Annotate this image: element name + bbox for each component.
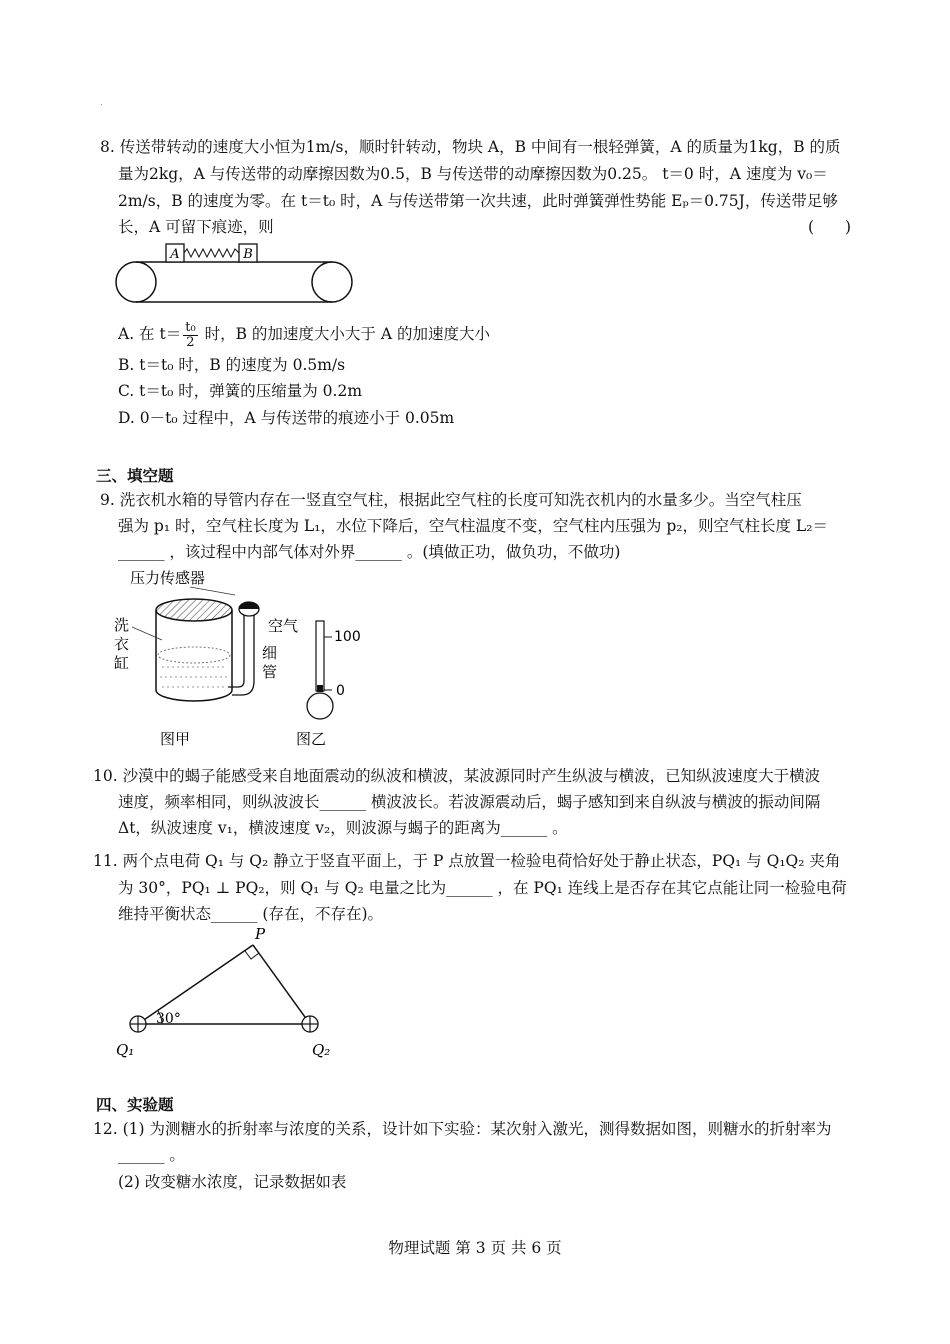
top-mark: .: [100, 98, 103, 108]
line-pq2: [253, 945, 310, 1024]
section-4-heading: 四、实验题: [96, 1095, 174, 1114]
q11-line-1: 11. 两个点电荷 Q₁ 与 Q₂ 静立于竖直平面上，于 P 点放置一检验电荷恰好处于静止状态，PQ₁ 与 Q₁Q₂ 夹角: [93, 852, 841, 870]
gauge-bulb: [307, 693, 333, 719]
q1-label: Q₁: [116, 1041, 135, 1059]
t0-over-2-fraction: [183, 321, 197, 350]
angle-30-label: 30°: [156, 1011, 181, 1027]
conveyor-belt-figure: [114, 240, 359, 308]
q11-line-2: 为 30°，PQ₁ ⊥ PQ₂，则 Q₁ 与 Q₂ 电量之比为______ ，在 PQ₁ 连线上是否存在其它点能让同一检验电荷: [118, 879, 847, 897]
block-a-label: A: [170, 247, 180, 262]
q12-line-2: ______ 。: [118, 1146, 185, 1164]
figure-a-caption: 图甲: [160, 730, 191, 748]
right-pulley: [312, 262, 352, 302]
q8-option-c: C. t＝t₀ 时，弹簧的压缩量为 0.2m: [118, 382, 363, 400]
tub-label-1: 洗: [114, 616, 130, 634]
right-angle-mark: [245, 951, 259, 959]
q9-line-1: 9. 洗衣机水箱的导管内存在一竖直空气柱，根据此空气柱的长度可知洗衣机内的水量多少。当空气柱压: [100, 491, 802, 509]
q11-line-3: 维持平衡状态______ (存在，不存在)。: [118, 905, 384, 923]
page-footer: 物理试题 第 3 页 共 6 页: [388, 1239, 562, 1257]
section-3-heading: 三、填空题: [96, 466, 174, 485]
figure-b-caption: 图乙: [296, 730, 327, 748]
air-label: 空气: [268, 617, 299, 635]
tub-label-3: 缸: [114, 654, 130, 672]
washing-machine-figure: [110, 565, 370, 750]
answer-bracket: ( ): [808, 218, 852, 236]
block-b-label: B: [243, 247, 253, 262]
q8-line-4: 长，A 可留下痕迹，则: [118, 218, 274, 236]
q8-line-3: 2m/s，B 的速度为零。在 t＝t₀ 时，A 与传送带第一次共速，此时弹簧弹性势能 Eₚ＝0.75J，传送带足够: [118, 192, 838, 210]
q9-line-3: ______ ，该过程中内部气体对外界______ 。(填做正功，做负功，不做功): [118, 543, 621, 561]
fraction-numerator: t₀: [185, 319, 196, 335]
gauge-0-label: 0: [336, 683, 345, 699]
q10-line-3: Δt，纵波速度 v₁，横波速度 v₂，则波源与蝎子的距离为______ 。: [118, 819, 568, 837]
charges-triangle-figure: [110, 925, 335, 1065]
gauge-tube: [316, 621, 324, 691]
q10-line-2: 速度，频率相同，则纵波波长______ 横波波长。若波源震动后，蝎子感知到来自纵波与横波的振动间隔: [118, 793, 821, 811]
tub-label-2: 衣: [114, 635, 130, 653]
q2-label: Q₂: [312, 1041, 331, 1059]
q9-line-2: 强为 p₁ 时，空气柱长度为 L₁，水位下降后，空气柱温度不变，空气柱内压强为 p₂，则空气柱长度 L₂＝: [118, 517, 828, 535]
fraction-denominator: 2: [186, 334, 195, 350]
thin-tube-label-1: 细: [262, 644, 278, 662]
q8-option-b: B. t＝t₀ 时，B 的速度为 0.5m/s: [118, 356, 346, 374]
tub-top: [156, 599, 232, 621]
q8-option-a-text: 时，B 的加速度大小大于 A 的加速度大小: [199, 325, 490, 343]
q8-option-a: [118, 320, 490, 350]
point-p-label: P: [255, 925, 266, 943]
q12-line-3: (2) 改变糖水浓度，记录数据如表: [118, 1173, 347, 1191]
q8-option-a-prefix: A. 在 t＝: [118, 325, 182, 343]
water-surface: [158, 647, 230, 663]
q8-option-d: D. 0－t₀ 过程中，A 与传送带的痕迹小于 0.05m: [118, 409, 455, 427]
gauge-100-label: 100: [334, 629, 361, 645]
q8-line-2: 量为2kg，A 与传送带的动摩擦因数为0.5，B 与传送带的动摩擦因数为0.25。 t＝0 时，A 速度为 v₀＝: [118, 165, 828, 183]
q10-line-1: 10. 沙漠中的蝎子能感受来自地面震动的纵波和横波，某波源同时产生纵波与横波，已知纵波速度大于横波: [93, 767, 821, 785]
q8-line-1: 8. 传送带转动的速度大小恒为1m/s，顺时针转动，物块 A，B 中间有一根轻弹簧，A 的质量为1kg，B 的质: [100, 138, 841, 156]
pressure-sensor-label: 压力传感器: [130, 569, 206, 587]
spring: [184, 249, 239, 257]
left-pulley: [116, 262, 156, 302]
thin-tube-label-2: 管: [262, 663, 278, 681]
q12-line-1: 12. (1) 为测糖水的折射率与浓度的关系，设计如下实验：某次射入激光，测得数据如图，则糖水的折射率为: [93, 1120, 832, 1138]
